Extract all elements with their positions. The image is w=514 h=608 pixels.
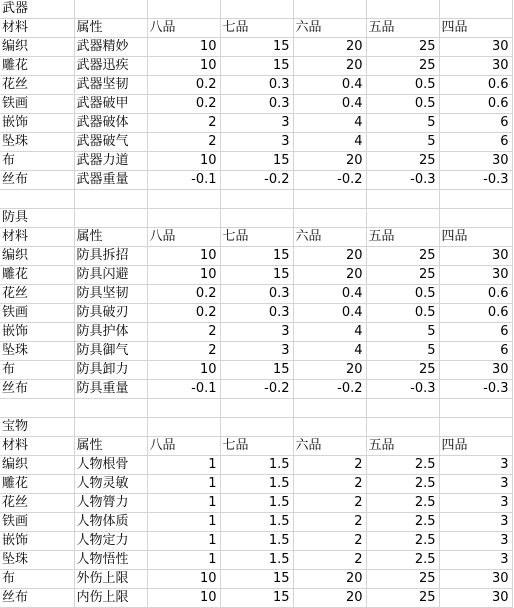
value-cell[interactable]: 1.5	[220, 494, 293, 513]
material-cell[interactable]: 布	[0, 152, 74, 171]
header-cell[interactable]: 五品	[366, 437, 439, 456]
value-cell[interactable]: 0.4	[293, 76, 366, 95]
table-row	[0, 247, 512, 266]
value-cell[interactable]: 0.4	[293, 285, 366, 304]
table-row	[0, 494, 512, 513]
material-cell[interactable]: 布	[0, 570, 74, 589]
attribute-cell[interactable]: 防具破刃	[74, 304, 147, 323]
value-cell[interactable]: 20	[293, 361, 366, 380]
value-cell[interactable]: 10	[147, 38, 220, 57]
value-cell[interactable]: -0.2	[293, 171, 366, 190]
value-cell[interactable]: 1.5	[220, 513, 293, 532]
value-cell[interactable]: 2	[293, 475, 366, 494]
table-row	[0, 570, 512, 589]
header-cell[interactable]: 七品	[220, 437, 293, 456]
empty-cell[interactable]	[293, 399, 366, 418]
empty-cell[interactable]	[366, 418, 439, 437]
value-cell[interactable]: 2	[293, 532, 366, 551]
value-cell[interactable]: 3	[439, 456, 512, 475]
value-cell[interactable]: 2	[147, 133, 220, 152]
value-cell[interactable]: 0.5	[366, 76, 439, 95]
header-cell[interactable]: 属性	[74, 19, 147, 38]
value-cell[interactable]: 20	[293, 152, 366, 171]
value-cell[interactable]: 1	[147, 532, 220, 551]
header-row	[0, 437, 512, 456]
empty-cell[interactable]	[220, 0, 293, 19]
attribute-cell[interactable]: 武器破气	[74, 133, 147, 152]
value-cell[interactable]: 2.5	[366, 551, 439, 570]
material-cell[interactable]: 花丝	[0, 494, 74, 513]
section-title-row	[0, 418, 512, 437]
value-cell[interactable]: 0.6	[439, 285, 512, 304]
material-cell[interactable]: 编织	[0, 456, 74, 475]
empty-cell[interactable]	[439, 190, 512, 209]
value-cell[interactable]: 25	[366, 38, 439, 57]
empty-cell[interactable]	[74, 418, 147, 437]
header-cell[interactable]: 六品	[293, 19, 366, 38]
value-cell[interactable]: 2.5	[366, 475, 439, 494]
value-cell[interactable]: 30	[439, 57, 512, 76]
value-cell[interactable]: 10	[147, 152, 220, 171]
value-cell[interactable]: 2	[293, 456, 366, 475]
value-cell[interactable]: 10	[147, 266, 220, 285]
value-cell[interactable]: 30	[439, 266, 512, 285]
empty-cell[interactable]	[366, 399, 439, 418]
material-cell[interactable]: 铁画	[0, 304, 74, 323]
value-cell[interactable]: 1	[147, 456, 220, 475]
header-cell[interactable]: 八品	[147, 228, 220, 247]
value-cell[interactable]: 0.5	[366, 285, 439, 304]
empty-cell[interactable]	[74, 0, 147, 19]
empty-cell[interactable]	[147, 190, 220, 209]
header-cell[interactable]: 七品	[220, 228, 293, 247]
section-title-row	[0, 209, 512, 228]
attribute-cell[interactable]: 人物灵敏	[74, 475, 147, 494]
table-row	[0, 133, 512, 152]
value-cell[interactable]: 25	[366, 152, 439, 171]
value-cell[interactable]: 3	[220, 133, 293, 152]
value-cell[interactable]: 4	[293, 342, 366, 361]
value-cell[interactable]: 3	[220, 114, 293, 133]
value-cell[interactable]: 15	[220, 266, 293, 285]
material-cell[interactable]: 嵌饰	[0, 532, 74, 551]
attribute-cell[interactable]: 武器力道	[74, 152, 147, 171]
header-row	[0, 19, 512, 38]
material-cell[interactable]: 布	[0, 361, 74, 380]
table-row	[0, 38, 512, 57]
value-cell[interactable]: 25	[366, 247, 439, 266]
value-cell[interactable]: 4	[293, 133, 366, 152]
empty-cell[interactable]	[366, 190, 439, 209]
value-cell[interactable]: 0.6	[439, 76, 512, 95]
value-cell[interactable]: 3	[439, 513, 512, 532]
value-cell[interactable]: 15	[220, 57, 293, 76]
empty-cell[interactable]	[147, 418, 220, 437]
value-cell[interactable]: 15	[220, 247, 293, 266]
value-cell[interactable]: 30	[439, 589, 512, 608]
material-cell[interactable]: 雕花	[0, 57, 74, 76]
value-cell[interactable]: 1	[147, 475, 220, 494]
empty-cell[interactable]	[293, 418, 366, 437]
table-row	[0, 551, 512, 570]
material-cell[interactable]: 丝布	[0, 380, 74, 399]
value-cell[interactable]: 0.6	[439, 95, 512, 114]
value-cell[interactable]: 1	[147, 513, 220, 532]
header-cell[interactable]: 材料	[0, 19, 74, 38]
value-cell[interactable]: 10	[147, 570, 220, 589]
value-cell[interactable]: 25	[366, 361, 439, 380]
value-cell[interactable]: 20	[293, 266, 366, 285]
material-cell[interactable]: 坠珠	[0, 133, 74, 152]
value-cell[interactable]: 0.5	[366, 304, 439, 323]
value-cell[interactable]: 0.3	[220, 76, 293, 95]
value-cell[interactable]: 6	[439, 114, 512, 133]
table-row	[0, 513, 512, 532]
value-cell[interactable]: 15	[220, 361, 293, 380]
value-cell[interactable]: 4	[293, 323, 366, 342]
value-cell[interactable]: 4	[293, 114, 366, 133]
value-cell[interactable]: 0.2	[147, 304, 220, 323]
empty-cell[interactable]	[0, 399, 74, 418]
attribute-cell[interactable]: 防具拆招	[74, 247, 147, 266]
value-cell[interactable]: 2.5	[366, 532, 439, 551]
attribute-cell[interactable]: 防具御气	[74, 342, 147, 361]
empty-cell[interactable]	[0, 190, 74, 209]
material-cell[interactable]: 坠珠	[0, 551, 74, 570]
attribute-cell[interactable]: 武器破甲	[74, 95, 147, 114]
material-cell[interactable]: 嵌饰	[0, 114, 74, 133]
empty-cell[interactable]	[439, 418, 512, 437]
value-cell[interactable]: 3	[220, 323, 293, 342]
empty-cell[interactable]	[74, 209, 147, 228]
attribute-cell[interactable]: 防具卸力	[74, 361, 147, 380]
value-cell[interactable]: 10	[147, 247, 220, 266]
attribute-cell[interactable]: 人物体质	[74, 513, 147, 532]
empty-cell[interactable]	[366, 0, 439, 19]
value-cell[interactable]: 0.2	[147, 95, 220, 114]
material-cell[interactable]: 丝布	[0, 589, 74, 608]
value-cell[interactable]: 30	[439, 570, 512, 589]
value-cell[interactable]: -0.2	[293, 380, 366, 399]
value-cell[interactable]: 25	[366, 266, 439, 285]
empty-cell[interactable]	[439, 0, 512, 19]
value-cell[interactable]: 2	[147, 114, 220, 133]
value-cell[interactable]: 2	[293, 551, 366, 570]
attribute-cell[interactable]: 武器破体	[74, 114, 147, 133]
value-cell[interactable]: -0.3	[439, 171, 512, 190]
table-row	[0, 171, 512, 190]
value-cell[interactable]: 5	[366, 342, 439, 361]
empty-cell[interactable]	[293, 0, 366, 19]
empty-cell[interactable]	[74, 190, 147, 209]
value-cell[interactable]: 30	[439, 152, 512, 171]
value-cell[interactable]: 2.5	[366, 513, 439, 532]
table-row	[0, 114, 512, 133]
section-title-cell[interactable]: 武器	[0, 0, 74, 19]
header-cell[interactable]: 属性	[74, 437, 147, 456]
attribute-cell[interactable]: 武器迅疾	[74, 57, 147, 76]
value-cell[interactable]: -0.2	[220, 380, 293, 399]
material-cell[interactable]: 雕花	[0, 266, 74, 285]
empty-cell[interactable]	[293, 209, 366, 228]
value-cell[interactable]: 30	[439, 361, 512, 380]
empty-cell[interactable]	[293, 190, 366, 209]
table-row	[0, 456, 512, 475]
value-cell[interactable]: 1.5	[220, 551, 293, 570]
header-cell[interactable]: 材料	[0, 437, 74, 456]
table-row	[0, 95, 512, 114]
spacer-row	[0, 190, 512, 209]
table-row	[0, 323, 512, 342]
table-row	[0, 266, 512, 285]
value-cell[interactable]: -0.3	[366, 380, 439, 399]
value-cell[interactable]: 3	[439, 494, 512, 513]
value-cell[interactable]: 6	[439, 323, 512, 342]
value-cell[interactable]: 20	[293, 589, 366, 608]
value-cell[interactable]: 1.5	[220, 532, 293, 551]
header-cell[interactable]: 四品	[439, 228, 512, 247]
table-row	[0, 589, 512, 608]
value-cell[interactable]: 30	[439, 38, 512, 57]
value-cell[interactable]: 3	[439, 532, 512, 551]
value-cell[interactable]: 30	[439, 247, 512, 266]
value-cell[interactable]: 15	[220, 570, 293, 589]
header-cell[interactable]: 五品	[366, 228, 439, 247]
material-cell[interactable]: 丝布	[0, 171, 74, 190]
material-cell[interactable]: 嵌饰	[0, 323, 74, 342]
value-cell[interactable]: 1.5	[220, 475, 293, 494]
value-cell[interactable]: 2	[147, 323, 220, 342]
value-cell[interactable]: 0.2	[147, 285, 220, 304]
value-cell[interactable]: -0.2	[220, 171, 293, 190]
attribute-cell[interactable]: 人物膂力	[74, 494, 147, 513]
value-cell[interactable]: -0.1	[147, 171, 220, 190]
material-cell[interactable]: 铁画	[0, 513, 74, 532]
material-cell[interactable]: 编织	[0, 247, 74, 266]
value-cell[interactable]: 2	[147, 342, 220, 361]
attribute-cell[interactable]: 防具坚韧	[74, 285, 147, 304]
table-row	[0, 361, 512, 380]
value-cell[interactable]: 0.2	[147, 76, 220, 95]
empty-cell[interactable]	[439, 209, 512, 228]
empty-cell[interactable]	[220, 399, 293, 418]
value-cell[interactable]: 3	[439, 551, 512, 570]
table-row	[0, 380, 512, 399]
empty-cell[interactable]	[74, 399, 147, 418]
value-cell[interactable]: 15	[220, 589, 293, 608]
material-cell[interactable]: 花丝	[0, 285, 74, 304]
header-cell[interactable]: 六品	[293, 228, 366, 247]
value-cell[interactable]: -0.3	[439, 380, 512, 399]
value-cell[interactable]: 0.3	[220, 95, 293, 114]
value-cell[interactable]: 25	[366, 57, 439, 76]
attribute-cell[interactable]: 防具护体	[74, 323, 147, 342]
attribute-cell[interactable]: 防具重量	[74, 380, 147, 399]
value-cell[interactable]: 6	[439, 342, 512, 361]
value-cell[interactable]: 20	[293, 570, 366, 589]
attribute-cell[interactable]: 人物定力	[74, 532, 147, 551]
table-row	[0, 304, 512, 323]
value-cell[interactable]: 0.4	[293, 95, 366, 114]
header-cell[interactable]: 八品	[147, 437, 220, 456]
table-row	[0, 342, 512, 361]
section-title-cell[interactable]: 防具	[0, 209, 74, 228]
value-cell[interactable]: 20	[293, 38, 366, 57]
empty-cell[interactable]	[147, 209, 220, 228]
header-cell[interactable]: 六品	[293, 437, 366, 456]
table-row	[0, 57, 512, 76]
value-cell[interactable]: 10	[147, 589, 220, 608]
value-cell[interactable]: 20	[293, 57, 366, 76]
attribute-cell[interactable]: 武器重量	[74, 171, 147, 190]
value-cell[interactable]: 2.5	[366, 456, 439, 475]
table-row	[0, 76, 512, 95]
table-row	[0, 285, 512, 304]
value-cell[interactable]: 3	[439, 475, 512, 494]
spacer-row	[0, 399, 512, 418]
material-cell[interactable]: 雕花	[0, 475, 74, 494]
value-cell[interactable]: 5	[366, 133, 439, 152]
empty-cell[interactable]	[439, 399, 512, 418]
value-cell[interactable]: 25	[366, 589, 439, 608]
value-cell[interactable]: 1.5	[220, 456, 293, 475]
value-cell[interactable]: 10	[147, 57, 220, 76]
material-cell[interactable]: 花丝	[0, 76, 74, 95]
header-row	[0, 228, 512, 247]
table-row	[0, 475, 512, 494]
value-cell[interactable]: -0.3	[366, 171, 439, 190]
value-cell[interactable]: 0.5	[366, 95, 439, 114]
empty-cell[interactable]	[147, 0, 220, 19]
value-cell[interactable]: 1	[147, 551, 220, 570]
header-cell[interactable]: 材料	[0, 228, 74, 247]
value-cell[interactable]: 15	[220, 38, 293, 57]
header-cell[interactable]: 八品	[147, 19, 220, 38]
value-cell[interactable]: 5	[366, 114, 439, 133]
empty-cell[interactable]	[366, 209, 439, 228]
attribute-cell[interactable]: 人物根骨	[74, 456, 147, 475]
section-title-cell[interactable]: 宝物	[0, 418, 74, 437]
material-cell[interactable]: 坠珠	[0, 342, 74, 361]
material-cell[interactable]: 编织	[0, 38, 74, 57]
header-cell[interactable]: 属性	[74, 228, 147, 247]
header-cell[interactable]: 五品	[366, 19, 439, 38]
value-cell[interactable]: 6	[439, 133, 512, 152]
empty-cell[interactable]	[220, 418, 293, 437]
value-cell[interactable]: 25	[366, 570, 439, 589]
value-cell[interactable]: 2	[293, 513, 366, 532]
empty-cell[interactable]	[220, 209, 293, 228]
value-cell[interactable]: 5	[366, 323, 439, 342]
value-cell[interactable]: 1	[147, 494, 220, 513]
header-cell[interactable]: 七品	[220, 19, 293, 38]
value-cell[interactable]: 0.3	[220, 285, 293, 304]
value-cell[interactable]: 15	[220, 152, 293, 171]
value-cell[interactable]: 2	[293, 494, 366, 513]
value-cell[interactable]: 0.6	[439, 304, 512, 323]
attribute-cell[interactable]: 武器坚韧	[74, 76, 147, 95]
value-cell[interactable]: 0.4	[293, 304, 366, 323]
attribute-cell[interactable]: 外伤上限	[74, 570, 147, 589]
header-cell[interactable]: 四品	[439, 19, 512, 38]
attribute-cell[interactable]: 内伤上限	[74, 589, 147, 608]
table-row	[0, 152, 512, 171]
attribute-cell[interactable]: 人物悟性	[74, 551, 147, 570]
section-title-row	[0, 0, 512, 19]
material-cell[interactable]: 铁画	[0, 95, 74, 114]
value-cell[interactable]: 0.3	[220, 304, 293, 323]
table-row	[0, 532, 512, 551]
value-cell[interactable]: -0.1	[147, 380, 220, 399]
empty-cell[interactable]	[147, 399, 220, 418]
attribute-cell[interactable]: 防具闪避	[74, 266, 147, 285]
value-cell[interactable]: 10	[147, 361, 220, 380]
value-cell[interactable]: 20	[293, 247, 366, 266]
attribute-cell[interactable]: 武器精妙	[74, 38, 147, 57]
value-cell[interactable]: 2.5	[366, 494, 439, 513]
empty-cell[interactable]	[220, 190, 293, 209]
value-cell[interactable]: 3	[220, 342, 293, 361]
header-cell[interactable]: 四品	[439, 437, 512, 456]
